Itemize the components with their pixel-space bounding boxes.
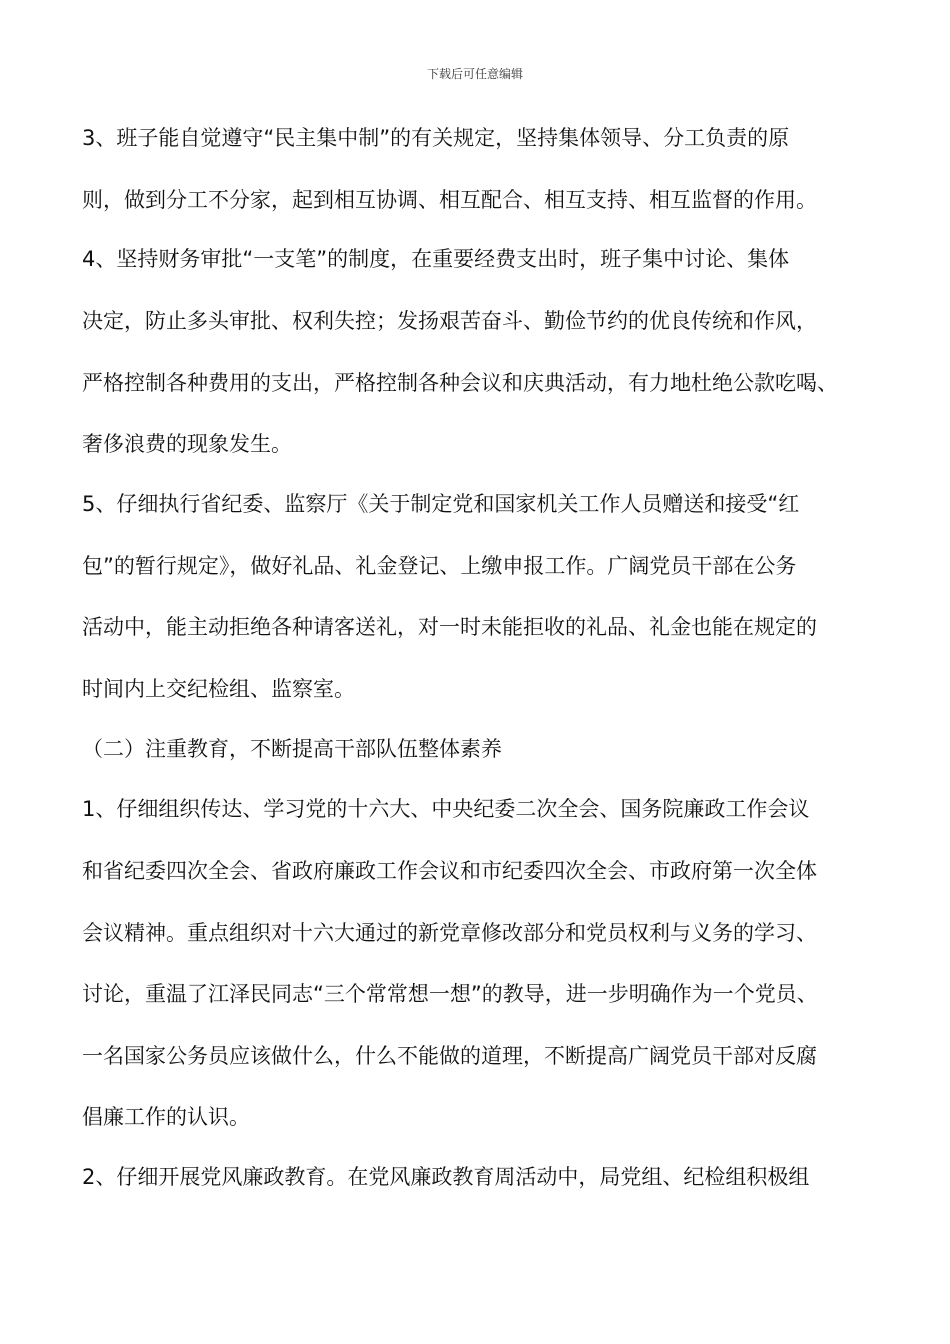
paragraph-line: 5、仔细执行省纪委、监察厅《关于制定党和国家机关工作人员赠送和接受“红 — [82, 492, 800, 516]
paragraph-line: 4、坚持财务审批“一支笔”的制度，在重要经费支出时，班子集中讨论、集体 — [82, 247, 790, 271]
paragraph-line: 包”的暂行规定》，做好礼品、礼金登记、上缴申报工作。广阔党员干部在公务 — [82, 554, 797, 578]
paragraph-line: 倡廉工作的认识。 — [82, 1105, 250, 1129]
paragraph-line: 严格控制各种费用的支出，严格控制各种会议和庆典活动，有力地杜绝公款吃喝、 — [82, 371, 838, 395]
paragraph-line: 讨论，重温了江泽民同志“三个常常想一想”的教导，进一步明确作为一个党员、 — [82, 982, 818, 1006]
paragraph-line: 一名国家公务员应该做什么，什么不能做的道理，不断提高广阔党员干部对反腐 — [82, 1044, 817, 1068]
paragraph-line: 会议精神。重点组织对十六大通过的新党章修改部分和党员权利与义务的学习、 — [82, 921, 817, 945]
paragraph-line: 3、班子能自觉遵守“民主集中制”的有关规定，坚持集体领导、分工负责的原 — [82, 126, 790, 150]
paragraph-line: 活动中，能主动拒绝各种请客送礼，对一时未能拒收的礼品、礼金也能在规定的 — [82, 615, 817, 639]
paragraph-line: 和省纪委四次全会、省政府廉政工作会议和市纪委四次全会、市政府第一次全体 — [82, 859, 817, 883]
paragraph-line: 奢侈浪费的现象发生。 — [82, 432, 292, 456]
paragraph-line: 决定，防止多头审批、权利失控；发扬艰苦奋斗、勤俭节约的优良传统和作风， — [82, 309, 817, 333]
paragraph-line: 2、仔细开展党风廉政教育。在党风廉政教育周活动中，局党组、纪检组积极组 — [82, 1165, 810, 1189]
paragraph-line: 1、仔细组织传达、学习党的十六大、中央纪委二次全会、国务院廉政工作会议 — [82, 797, 810, 821]
paragraph-line: 则，做到分工不分家，起到相互协调、相互配合、相互支持、相互监督的作用。 — [82, 188, 817, 212]
paragraph-line: 时间内上交纪检组、监察室。 — [82, 677, 355, 701]
page-header: 下载后可任意编辑 — [426, 67, 523, 81]
section-heading: （二）注重教育，不断提高干部队伍整体素养 — [82, 737, 502, 761]
